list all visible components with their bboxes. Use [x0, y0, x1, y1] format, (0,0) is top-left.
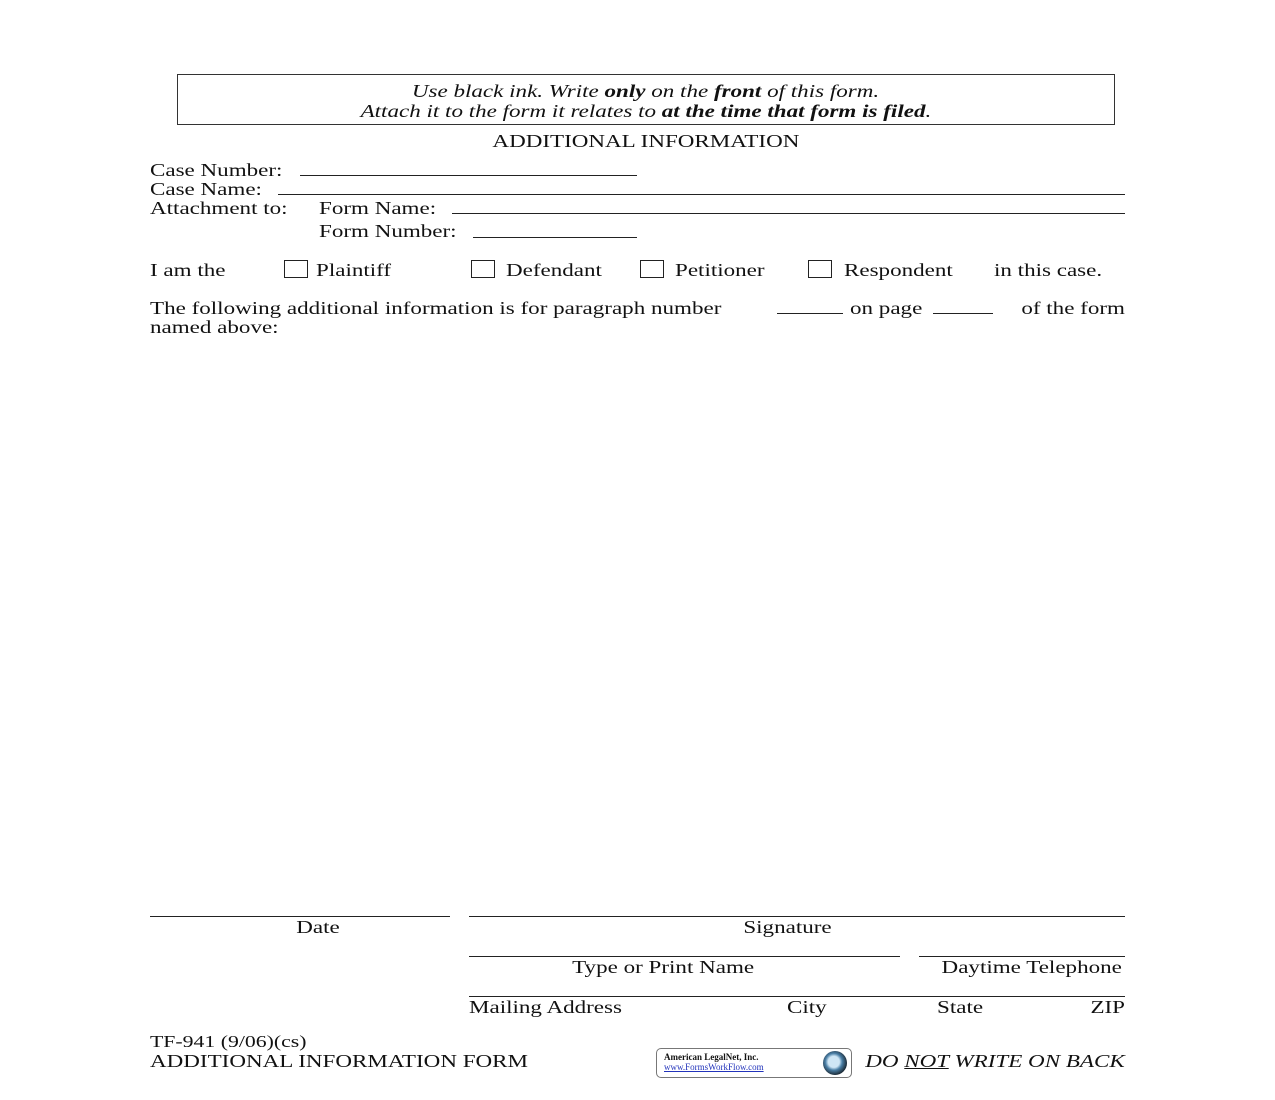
- respondent-checkbox[interactable]: [808, 260, 832, 278]
- form-number-field[interactable]: [473, 237, 637, 238]
- respondent-label: Respondent: [844, 260, 953, 280]
- form-code: TF-941 (9/06)(cs): [150, 1032, 307, 1051]
- attachment-to-label: Attachment to:: [150, 198, 288, 218]
- form-number-label: Form Number:: [319, 221, 457, 241]
- instruction-text-run: Use black ink. Write: [412, 81, 605, 101]
- instruction-line-2: [177, 101, 1115, 121]
- instruction-text-run: Attach it to the form it relates to: [360, 101, 662, 121]
- page-title: ADDITIONAL INFORMATION: [492, 131, 800, 151]
- state-label: State: [937, 997, 984, 1017]
- signature-label: Signature: [742, 917, 832, 937]
- instruction-text-run: only: [604, 81, 646, 101]
- instruction-line-1: [177, 81, 1115, 101]
- party-suffix: in this case.: [994, 260, 1103, 280]
- mailing-address-label: Mailing Address: [469, 997, 622, 1017]
- telephone-label: Daytime Telephone: [941, 957, 1122, 977]
- instruction-text-run: on the: [645, 81, 715, 101]
- logo-name: American LegalNet, Inc.: [664, 1052, 759, 1062]
- footer-form-title: ADDITIONAL INFORMATION FORM: [150, 1051, 529, 1071]
- case-number-label: Case Number:: [150, 160, 283, 180]
- instruction-text-run: at the time that form is filed: [661, 101, 926, 121]
- case-name-field[interactable]: [278, 194, 1125, 195]
- do-not-write-warning: DO NOT WRITE ON BACK: [865, 1051, 1125, 1071]
- defendant-label: Defendant: [506, 260, 602, 280]
- paragraph-text-b: on page: [850, 298, 923, 318]
- case-number-field[interactable]: [300, 175, 637, 176]
- petitioner-checkbox[interactable]: [640, 260, 664, 278]
- page-number-field[interactable]: [933, 313, 993, 314]
- paragraph-text-line2: named above:: [150, 317, 279, 337]
- city-label: City: [787, 997, 827, 1017]
- form-name-field[interactable]: [452, 213, 1125, 214]
- zip-label: ZIP: [1090, 997, 1125, 1017]
- case-name-label: Case Name:: [150, 179, 262, 199]
- defendant-checkbox[interactable]: [471, 260, 495, 278]
- american-legalnet-logo[interactable]: [656, 1048, 852, 1078]
- party-prefix: I am the: [150, 260, 226, 280]
- logo-url-link[interactable]: www.FormsWorkFlow.com: [664, 1062, 764, 1072]
- form-name-label: Form Name:: [319, 198, 437, 218]
- paragraph-text-c: of the form: [1021, 298, 1125, 318]
- print-name-label: Type or Print Name: [571, 957, 755, 977]
- globe-icon: [823, 1051, 847, 1075]
- plaintiff-checkbox[interactable]: [284, 260, 308, 278]
- date-label: Date: [296, 917, 340, 937]
- paragraph-number-field[interactable]: [777, 313, 843, 314]
- instruction-text-run: .: [925, 101, 932, 121]
- petitioner-label: Petitioner: [675, 260, 765, 280]
- instruction-text-run: of this form.: [761, 81, 880, 101]
- paragraph-text-a: The following additional information is for paragraph number: [150, 298, 722, 318]
- plaintiff-label: Plaintiff: [316, 260, 392, 280]
- instruction-text-run: front: [714, 81, 762, 101]
